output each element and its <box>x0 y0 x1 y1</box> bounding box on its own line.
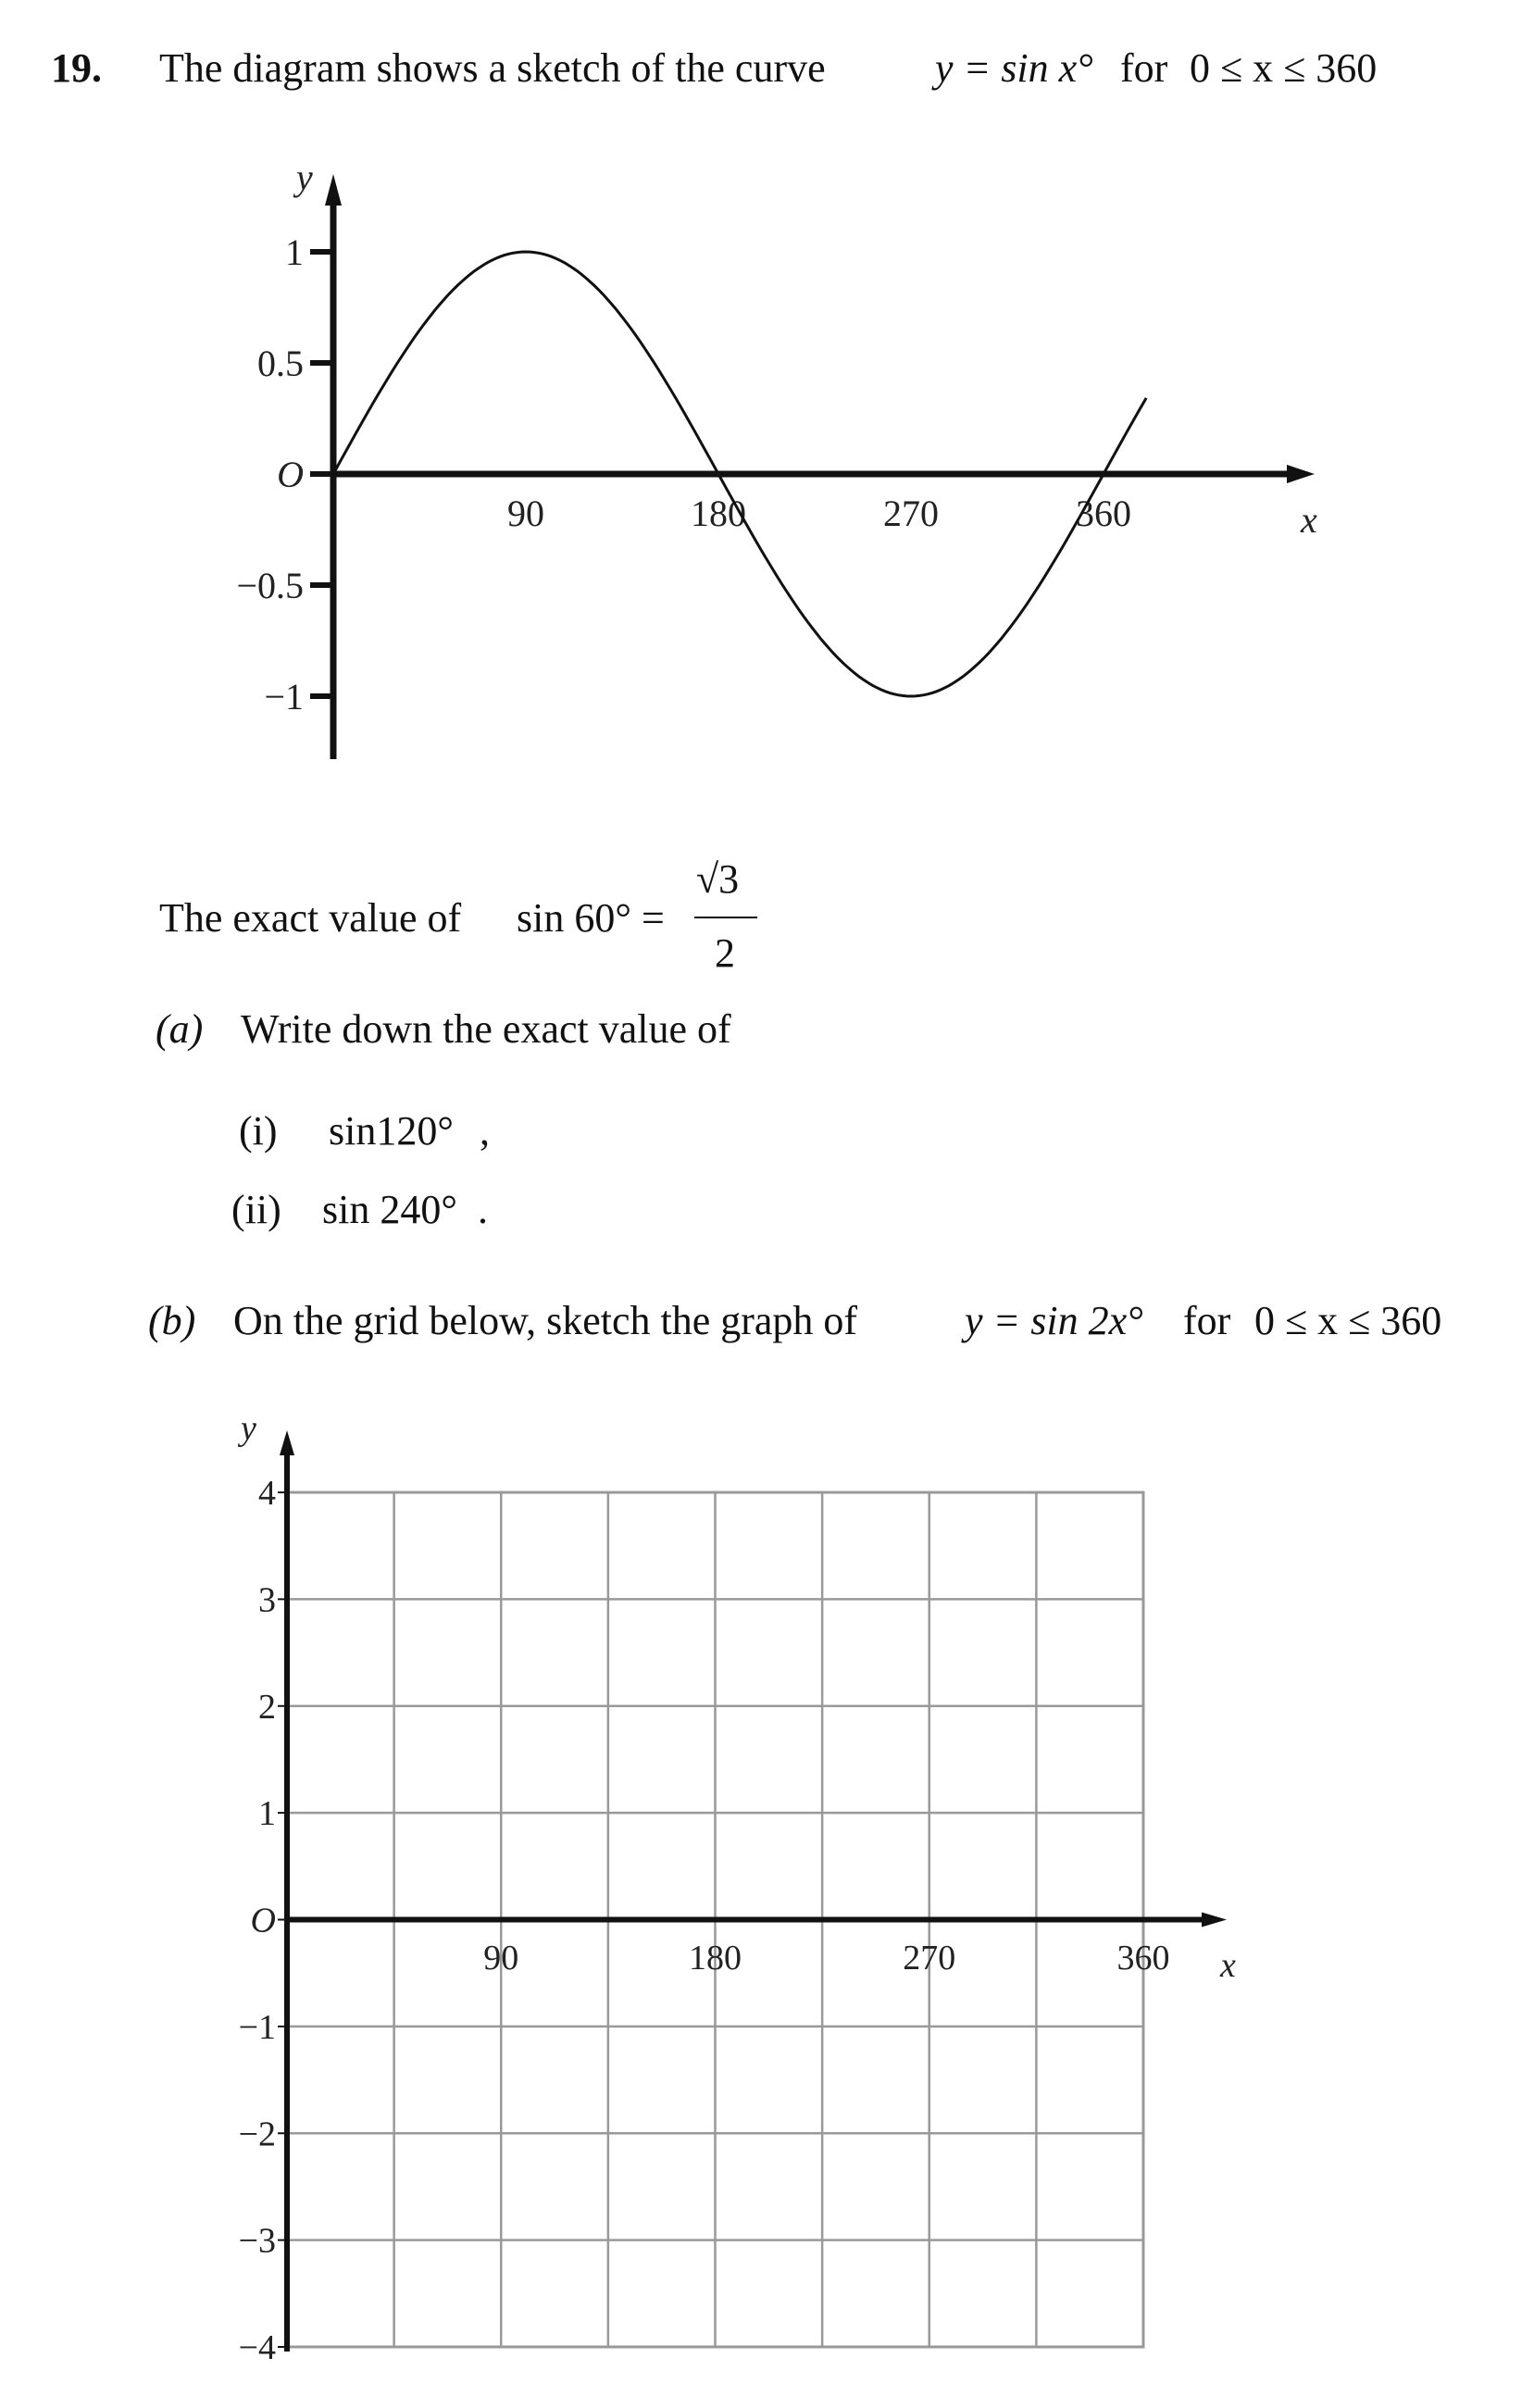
x-tick-label: 90 <box>507 493 544 534</box>
y-tick-label: −1 <box>238 2007 276 2047</box>
y-tick-label: 3 <box>258 1580 276 1620</box>
x-axis-arrow <box>1202 1913 1227 1928</box>
part-b-for: for <box>1183 1298 1231 1343</box>
part-b-text: On the grid below, sketch the graph of <box>233 1298 858 1343</box>
y-axis-label: y <box>296 156 313 198</box>
part-b-equation: y = sin 2x° <box>965 1298 1143 1343</box>
part-a-item-ii-end: . <box>478 1187 488 1232</box>
question-number: 19. <box>51 45 102 91</box>
x-tick-label: 180 <box>689 1939 742 1978</box>
curve-equation: y = sin x° <box>935 45 1093 91</box>
question-intro: The diagram shows a sketch of the curve <box>159 45 826 91</box>
y-axis-label: y <box>241 1409 256 1448</box>
y-tick-label: 4 <box>258 1474 276 1513</box>
x-axis-label: x <box>1220 1946 1236 1985</box>
x-tick-label: 270 <box>883 493 939 534</box>
part-a-text: Write down the exact value of <box>241 1006 731 1052</box>
y-tick-label: −1 <box>264 676 304 717</box>
fraction-numerator: √3 <box>696 856 740 902</box>
y-tick-label: 1 <box>285 231 304 273</box>
fraction-denominator: 2 <box>715 930 735 976</box>
question-range: 0 ≤ x ≤ 360 <box>1190 45 1378 91</box>
y-tick-label: O <box>277 454 304 495</box>
y-tick-label: −3 <box>238 2221 276 2261</box>
part-a-item-i-label: (i) <box>239 1108 278 1154</box>
y-tick-label: 2 <box>258 1687 276 1727</box>
y-axis-arrow <box>280 1430 294 1455</box>
x-tick-label: 360 <box>1076 493 1131 534</box>
y-tick-label: O <box>250 1901 276 1940</box>
part-a-item-ii-label: (ii) <box>231 1187 281 1232</box>
part-a-item-ii-expr: sin 240° <box>322 1187 457 1232</box>
y-tick-label: 0.5 <box>257 343 304 384</box>
x-tick-label: 90 <box>483 1939 519 1978</box>
part-b-range: 0 ≤ x ≤ 360 <box>1254 1298 1442 1343</box>
exact-value-lead: The exact value of <box>159 895 462 941</box>
x-tick-label: 360 <box>1116 1939 1170 1978</box>
part-a-label: (a) <box>156 1006 204 1052</box>
part-a-item-i-expr: sin120° <box>329 1108 454 1154</box>
question-for: for <box>1120 45 1168 91</box>
x-axis-label: x <box>1301 499 1317 541</box>
x-tick-label: 180 <box>691 493 746 534</box>
y-tick-label: 1 <box>258 1794 276 1834</box>
part-a-item-i-end: , <box>480 1108 490 1154</box>
exact-value-expr: sin 60° = <box>517 895 665 941</box>
y-tick-label: −0.5 <box>236 565 304 606</box>
part-b-label: (b) <box>148 1298 196 1343</box>
y-tick-label: −2 <box>238 2115 276 2154</box>
y-tick-label: −4 <box>238 2328 276 2367</box>
x-tick-label: 270 <box>903 1939 956 1978</box>
